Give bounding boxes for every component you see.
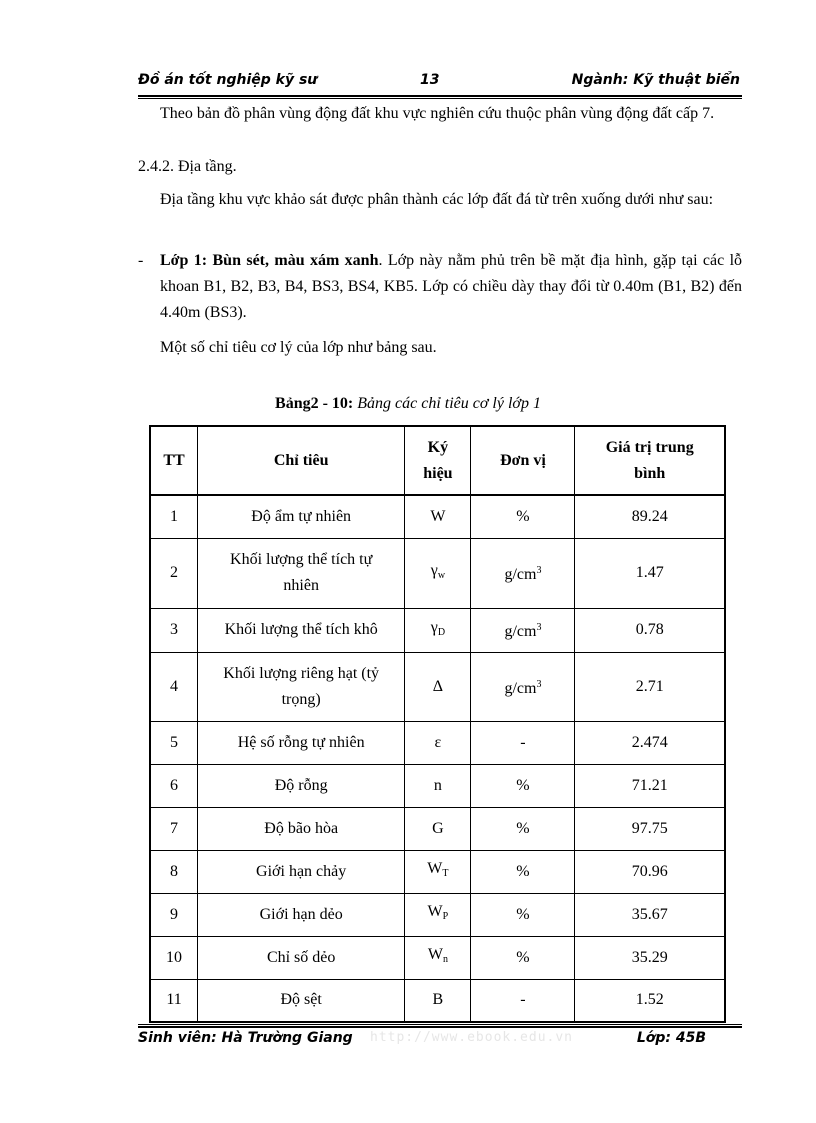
page-header (138, 70, 740, 94)
symbol-main: W (427, 903, 443, 920)
cell-unit (471, 652, 575, 721)
cell-indicator: Khối lượng thể tích khô (198, 608, 405, 652)
symbol-main: W (430, 507, 446, 525)
header-symbol-line2: hiệu (423, 464, 453, 482)
cell-value: 97.75 (575, 807, 725, 850)
cell-indicator: Giới hạn chảy (198, 850, 405, 893)
table-row (150, 652, 725, 721)
table-caption (0, 395, 816, 413)
header-thesis-title: Đồ án tốt nghiệp kỹ sư (138, 72, 318, 88)
symbol-main: γ (430, 561, 438, 579)
cell-value: 0.78 (575, 608, 725, 652)
cell-unit: % (471, 495, 575, 538)
symbol-subscript: D (437, 626, 446, 638)
header-value (575, 426, 725, 495)
cell-tt: 8 (150, 850, 198, 893)
header-unit: Đơn vị (471, 426, 575, 495)
symbol-main: γ (430, 618, 438, 636)
table-row (150, 936, 725, 979)
symbol-main: W (427, 946, 443, 963)
cell-value: 1.52 (575, 979, 725, 1022)
paragraph-earthquake-zone: Theo bản đồ phân vùng động đất khu vực nghiên cứu thuộc phân vùng động đất cấp 7. (160, 105, 715, 122)
bullet-layer-1-text (160, 248, 742, 326)
header-major: Ngành: Kỹ thuật biển (571, 72, 740, 88)
table-row (150, 893, 725, 936)
cell-symbol (405, 936, 471, 979)
bullet-layer-1-description: . Lớp này nằm phủ trên bề mặt địa hình, gặp tại các lỗ khoan B1, B2, B3, B4, BS3, BS4, KB5. Lớp có chiều dày thay đổi từ 0.40m (B1, B2) đến 4.40m (BS3). (160, 252, 743, 321)
bullet-dash: - (138, 252, 144, 269)
table-row (150, 850, 725, 893)
header-symbol-line1: Ký (427, 438, 449, 456)
cell-symbol (405, 721, 471, 764)
cell-value: 71.21 (575, 764, 725, 807)
cell-unit: % (471, 764, 575, 807)
symbol-main: Δ (432, 677, 444, 695)
cell-unit (471, 608, 575, 652)
cell-value: 35.67 (575, 893, 725, 936)
header-indicator: Chỉ tiêu (198, 426, 405, 495)
section-heading-stratigraphy: 2.4.2. Địa tầng. (138, 158, 237, 175)
header-symbol (405, 426, 471, 495)
symbol-subscript: P (442, 911, 449, 922)
header-value-line2: bình (634, 464, 666, 482)
table-row (150, 807, 725, 850)
cell-value: 89.24 (575, 495, 725, 538)
bullet-layer-1-title: Lớp 1: Bùn sét, màu xám xanh (160, 252, 379, 269)
symbol-main: G (432, 819, 444, 837)
cell-tt: 7 (150, 807, 198, 850)
table-header-row (150, 426, 725, 495)
footer-student-name: Sinh viên: Hà Trường Giang (138, 1030, 353, 1046)
cell-indicator: Giới hạn dẻo (198, 893, 405, 936)
cell-indicator: Hệ số rỗng tự nhiên (198, 721, 405, 764)
cell-unit: % (471, 807, 575, 850)
cell-symbol (405, 764, 471, 807)
table-row (150, 608, 725, 652)
unit-main: g/cm (504, 679, 537, 697)
cell-unit: - (471, 979, 575, 1022)
cell-indicator (198, 538, 405, 608)
symbol-main: B (432, 991, 444, 1009)
cell-indicator: Độ sệt (198, 979, 405, 1022)
cell-unit: % (471, 893, 575, 936)
table-row (150, 495, 725, 538)
cell-tt: 9 (150, 893, 198, 936)
symbol-main: ε (434, 733, 442, 751)
cell-value: 2.71 (575, 652, 725, 721)
paragraph-table-intro: Một số chỉ tiêu cơ lý của lớp như bảng sau. (160, 339, 437, 356)
table-row (150, 538, 725, 608)
cell-symbol (405, 893, 471, 936)
cell-tt: 5 (150, 721, 198, 764)
cell-symbol (405, 652, 471, 721)
cell-unit: % (471, 850, 575, 893)
cell-indicator: Độ bão hòa (198, 807, 405, 850)
cell-tt: 1 (150, 495, 198, 538)
page-footer (138, 1030, 740, 1050)
table-caption-label: Bảng2 - 10: (275, 395, 354, 412)
symbol-subscript: w (437, 569, 446, 581)
symbol-subscript: T (442, 868, 449, 879)
table-row (150, 764, 725, 807)
footer-watermark-url: http://www.ebook.edu.vn (370, 1030, 574, 1045)
cell-indicator: Chỉ số dẻo (198, 936, 405, 979)
symbol-subscript: n (442, 954, 448, 965)
unit-superscript: 3 (536, 565, 542, 576)
cell-tt: 6 (150, 764, 198, 807)
unit-superscript: 3 (536, 622, 542, 633)
header-rule (138, 95, 742, 99)
cell-tt: 10 (150, 936, 198, 979)
cell-indicator-line1: Khối lượng riêng hạt (tỷ (223, 664, 380, 682)
symbol-main: n (433, 776, 442, 794)
cell-unit: - (471, 721, 575, 764)
header-value-line1: Giá trị trung (605, 438, 694, 456)
table-row (150, 979, 725, 1022)
unit-superscript: 3 (536, 678, 542, 690)
footer-rule (138, 1024, 742, 1028)
cell-tt: 3 (150, 608, 198, 652)
cell-symbol (405, 608, 471, 652)
cell-symbol (405, 850, 471, 893)
cell-indicator: Độ rỗng (198, 764, 405, 807)
cell-indicator-line2: nhiên (283, 577, 319, 594)
unit-main: g/cm (504, 566, 537, 583)
cell-tt: 4 (150, 652, 198, 721)
cell-unit (471, 538, 575, 608)
cell-tt: 11 (150, 979, 198, 1022)
cell-value: 70.96 (575, 850, 725, 893)
unit-main: g/cm (504, 623, 537, 640)
table-caption-title: Bảng các chỉ tiêu cơ lý lớp 1 (353, 395, 541, 412)
cell-indicator (198, 652, 405, 721)
cell-value: 2.474 (575, 721, 725, 764)
cell-tt: 2 (150, 538, 198, 608)
paragraph-stratigraphy-intro: Địa tầng khu vực khảo sát được phân thành các lớp đất đá từ trên xuống dưới như sau: (160, 191, 714, 208)
table-row (150, 721, 725, 764)
header-page-number: 13 (420, 72, 440, 88)
cell-indicator-line2: trọng) (281, 690, 321, 708)
cell-value: 35.29 (575, 936, 725, 979)
cell-unit: % (471, 936, 575, 979)
cell-symbol (405, 979, 471, 1022)
cell-indicator-line1: Khối lượng thể tích tự (230, 551, 373, 568)
cell-symbol (405, 538, 471, 608)
cell-symbol (405, 807, 471, 850)
mechanical-properties-table (149, 425, 726, 1023)
footer-class: Lớp: 45B (636, 1030, 706, 1046)
cell-symbol (405, 495, 471, 538)
header-tt: TT (150, 426, 198, 495)
symbol-main: W (427, 860, 443, 877)
cell-value: 1.47 (575, 538, 725, 608)
cell-indicator: Độ ẩm tự nhiên (198, 495, 405, 538)
bullet-layer-1 (138, 248, 742, 326)
